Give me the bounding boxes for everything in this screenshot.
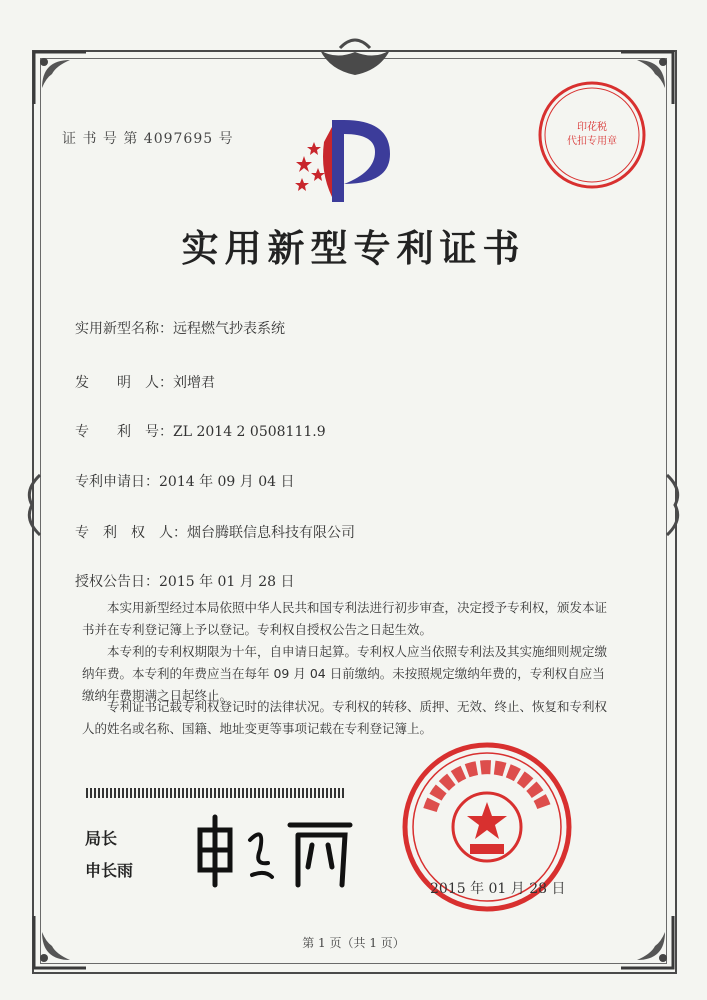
side-ornament-icon [657, 470, 687, 540]
director-title: 局长 [85, 829, 118, 848]
field-grant-date [75, 571, 295, 591]
field-value: 2015 年 01 月 28 日 [159, 574, 295, 590]
svg-text:印花税: 印花税 [577, 122, 607, 133]
field-utility-model-name [75, 318, 285, 338]
field-patent-number [75, 421, 326, 441]
field-label: 专利申请日： [75, 474, 159, 490]
handwritten-signature [190, 805, 360, 895]
field-application-date [75, 471, 295, 491]
field-label: 专 利 号： [75, 424, 173, 440]
field-patentee [75, 522, 355, 542]
field-value: ZL 2014 2 0508111.9 [173, 424, 326, 440]
field-value: 刘增君 [173, 375, 215, 391]
paragraph-grant: 本实用新型经过本局依照中华人民共和国专利法进行初步审查，决定授予专利权，颁发本证书并在专利登记簿上予以登记。专利权自授权公告之日起生效。 [82, 600, 608, 637]
corner-ornament-icon [30, 48, 90, 108]
tax-stamp-seal [535, 78, 650, 193]
field-value: 远程燃气抄表系统 [173, 321, 285, 337]
issue-date: 2015 年 01 月 28 日 [430, 881, 566, 897]
svg-text:代扣专用章: 代扣专用章 [567, 136, 617, 147]
field-label: 专 利 权 人： [75, 525, 187, 541]
field-value: 2014 年 09 月 04 日 [159, 474, 295, 490]
field-inventor [75, 372, 215, 392]
paragraph-term: 本专利的专利权期限为十年，自申请日起算。专利权人应当依照专利法及其实施细则规定缴纳年费。本专利的年费应当在每年 09 月 04 日前缴纳。未按照规定缴纳年费的，专利权自应当缴纳年费期满之日起终止。 [82, 644, 608, 703]
certificate-number: 证 书 号 第 4097695 号 [62, 131, 234, 147]
side-ornament-icon [20, 470, 50, 540]
page-footer: 第 1 页（共 1 页） [302, 936, 405, 950]
field-value: 烟台腾联信息科技有限公司 [187, 525, 355, 541]
paragraph-register: 专利证书记载专利权登记时的法律状况。专利权的转移、质押、无效、终止、恢复和专利权人的姓名或名称、国籍、地址变更等事项记载在专利登记簿上。 [82, 699, 608, 736]
director-name: 申长雨 [85, 861, 134, 880]
top-ornament-icon [300, 30, 410, 80]
certificate-title: 实用新型专利证书 [181, 227, 526, 270]
patent-office-logo-icon [290, 112, 400, 207]
field-label: 发 明 人： [75, 375, 173, 391]
field-label: 授权公告日： [75, 574, 159, 590]
field-label: 实用新型名称： [75, 321, 173, 337]
barcode-strip [86, 788, 346, 798]
